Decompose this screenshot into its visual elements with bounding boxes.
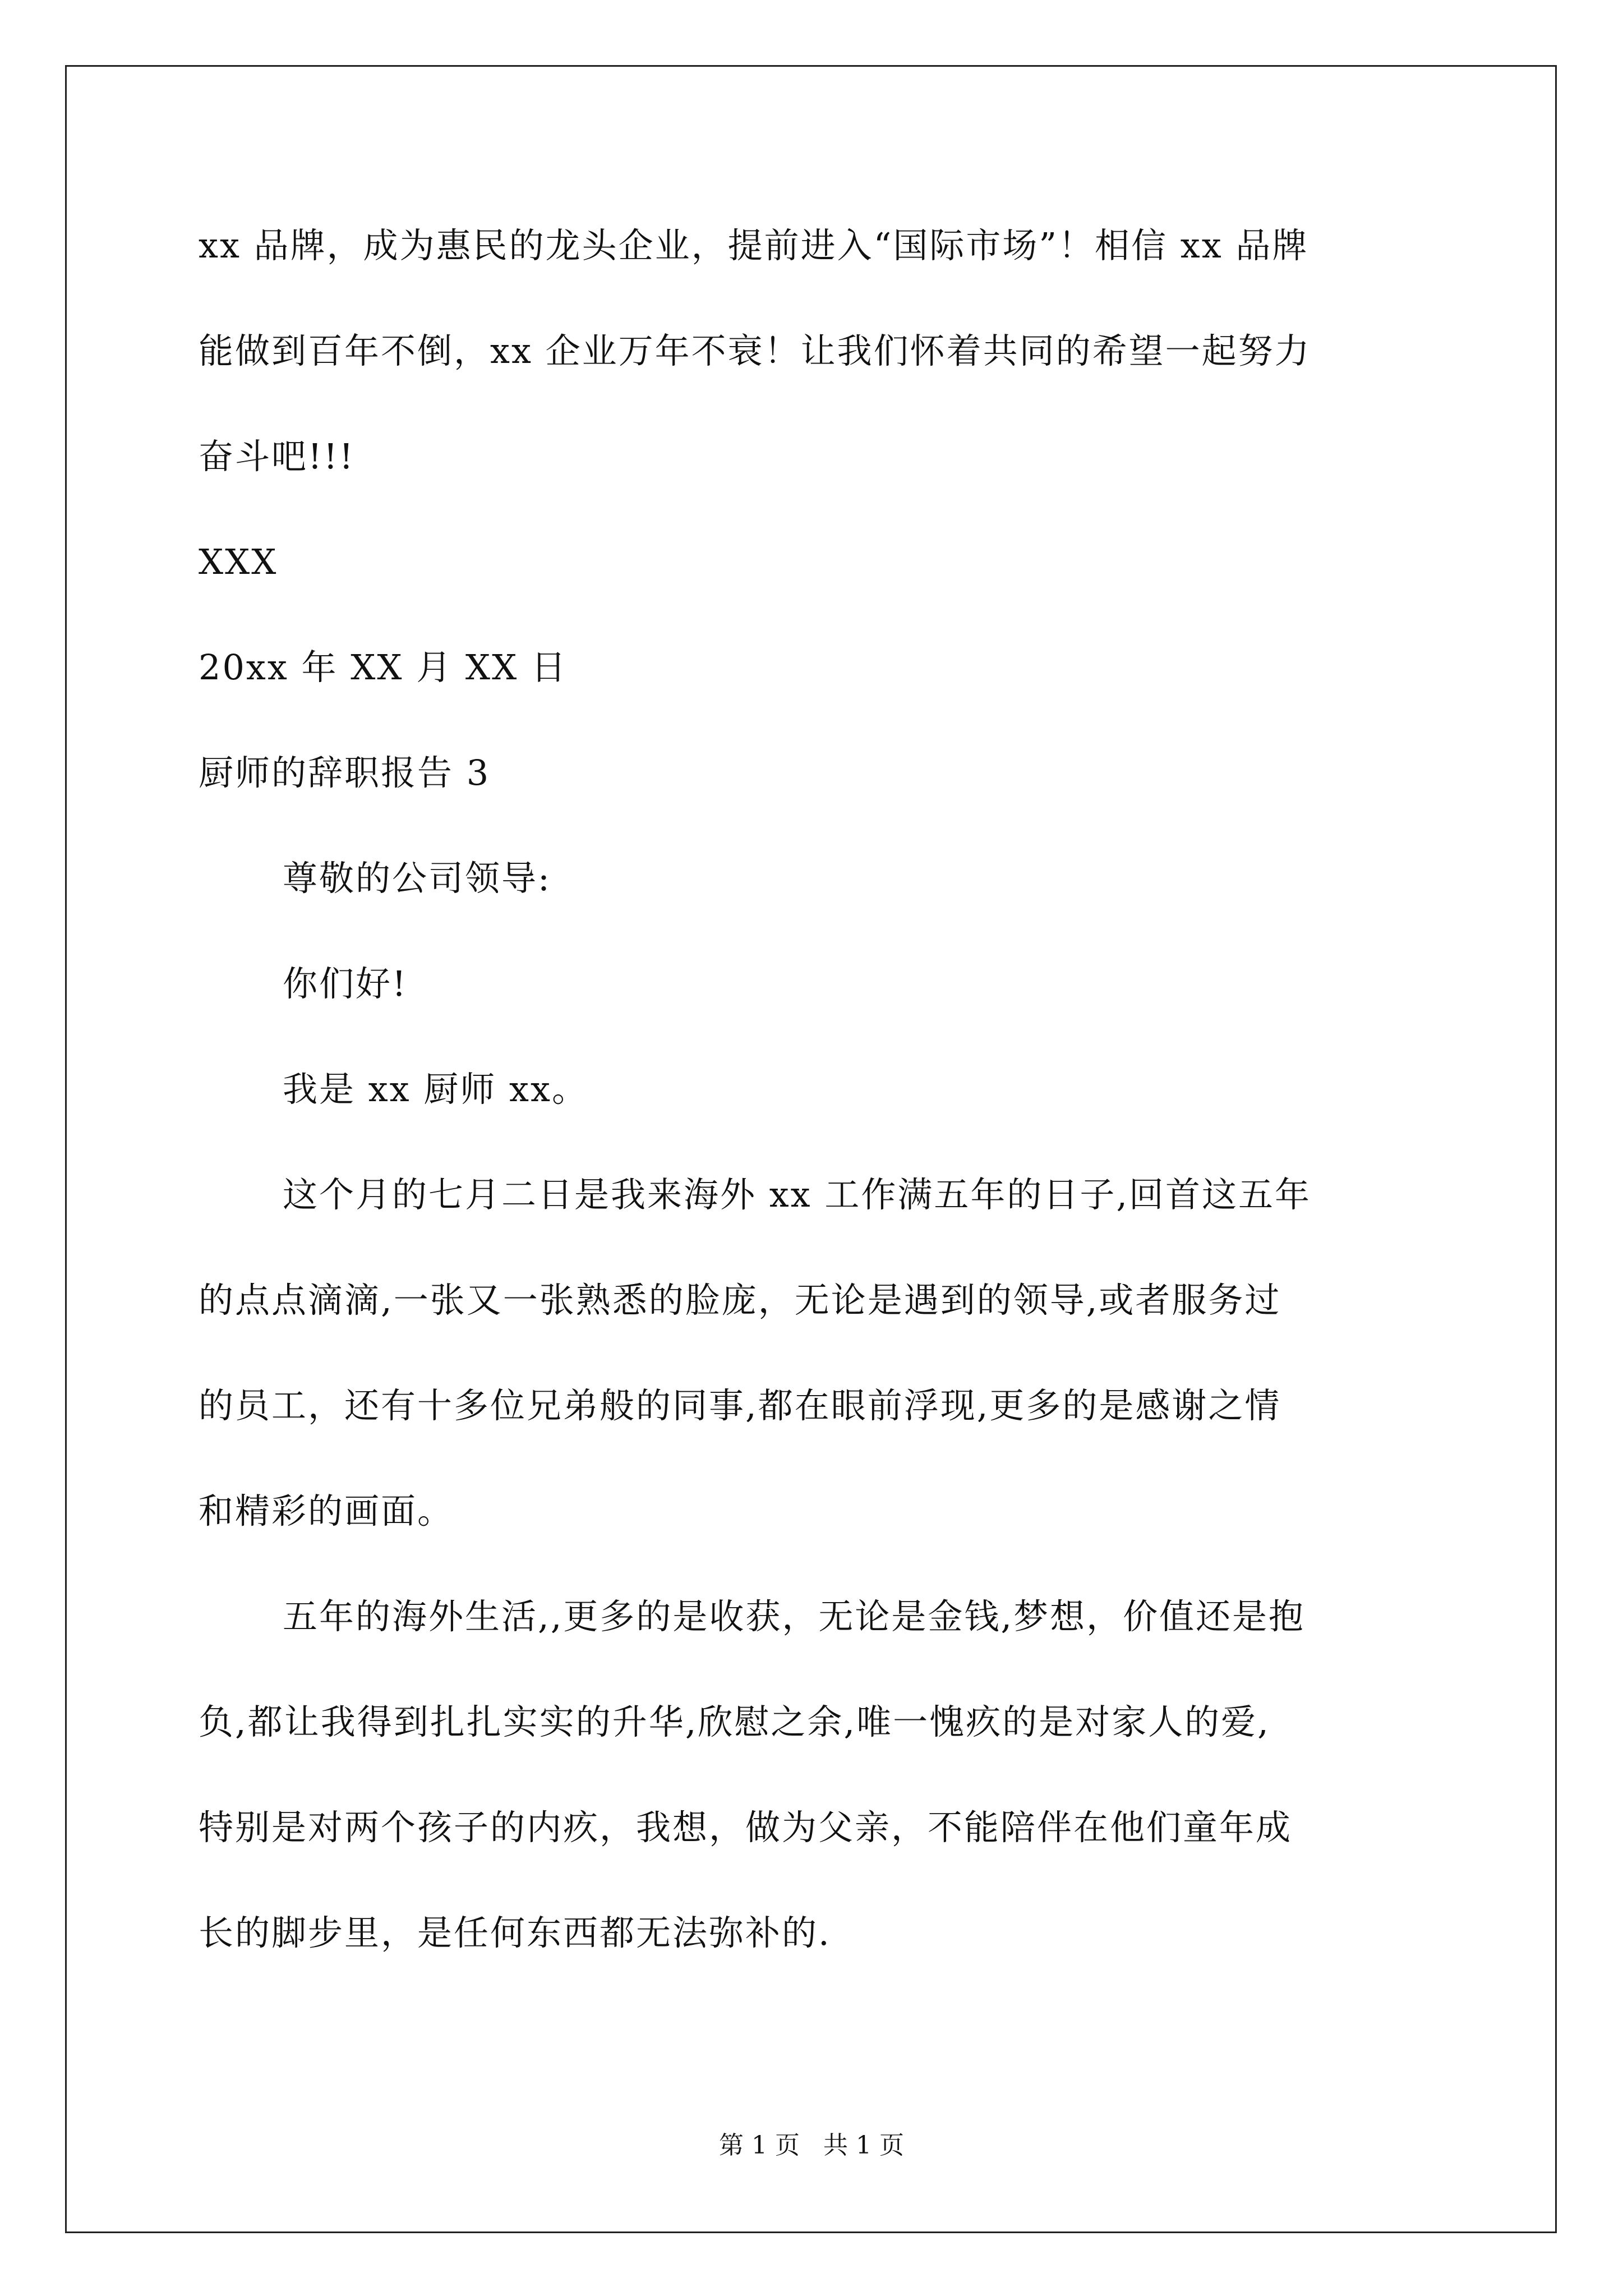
paragraph-1-line-4: 和精彩的画面。 xyxy=(199,1490,454,1531)
paragraph-1-line-2: 的点点滴滴,一张又一张熟悉的脸庞，无论是遇到的领导,或者服务过 xyxy=(199,1280,1281,1320)
text-line-3: 奋斗吧!!! xyxy=(199,436,355,477)
paragraph-2-line-4: 长的脚步里，是任何东西都无法弥补的. xyxy=(199,1912,831,1953)
greeting: 你们好! xyxy=(283,963,408,1004)
text-line-1: xx 品牌，成为惠民的龙头企业，提前进入“国际市场”！相信 xx 品牌 xyxy=(199,225,1309,266)
paragraph-1-line-1: 这个月的七月二日是我来海外 xx 工作满五年的日子,回首这五年 xyxy=(283,1174,1312,1215)
salutation: 尊敬的公司领导: xyxy=(283,858,551,899)
intro-line: 我是 xx 厨师 xx。 xyxy=(283,1069,588,1110)
paragraph-1-line-3: 的员工，还有十多位兄弟般的同事,都在眼前浮现,更多的是感谢之情 xyxy=(199,1385,1281,1426)
section-title: 厨师的辞职报告 3 xyxy=(199,752,491,793)
paragraph-2-line-3: 特别是对两个孩子的内疚，我想，做为父亲，不能陪伴在他们童年成 xyxy=(199,1807,1293,1848)
text-line-2: 能做到百年不倒，xx 企业万年不衰！让我们怀着共同的希望一起努力 xyxy=(199,330,1311,371)
signature-date: 20xx 年 XX 月 XX 日 xyxy=(199,647,568,688)
document-body xyxy=(199,223,1430,2016)
paragraph-2-line-2: 负,都让我得到扎扎实实的升华,欣慰之余,唯一愧疚的是对家人的爱, xyxy=(199,1701,1270,1742)
page-footer: 第 1 页 共 1 页 xyxy=(719,2131,904,2160)
paragraph-2-line-1: 五年的海外生活,,更多的是收获，无论是金钱,梦想，价值还是抱 xyxy=(283,1596,1306,1637)
signature-name: XXX xyxy=(199,541,278,582)
